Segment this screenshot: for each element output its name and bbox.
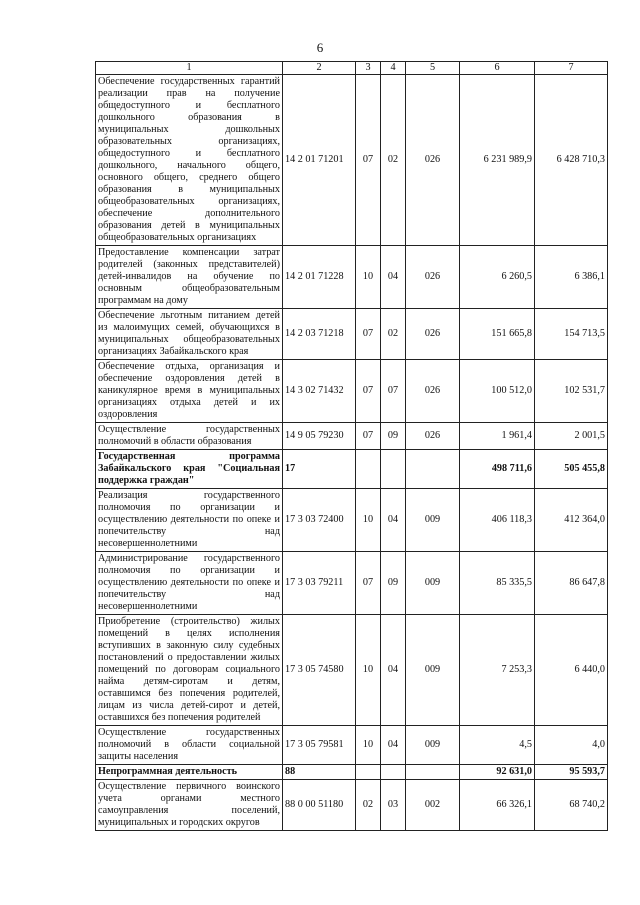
table-row [96,309,608,360]
table-row [96,246,608,309]
row-col4-cell: 09 [381,423,406,450]
row-col3-cell: 02 [356,780,381,831]
row-name-cell: Приобретение (строительство) жилых помещений в целях исполнения вступивших в законную силу судебных постановлений о предоставлении жилых помещений по договорам социального найма детям-сиротам и детям, оставшимся без попечения родителей, лицам из числа детей-сирот и детей, оставшихся без попечения родителей [96,615,283,726]
row-col3-cell [356,450,381,489]
row-code-cell: 17 [283,450,356,489]
row-code-cell: 88 0 00 51180 [283,780,356,831]
row-name-cell: Непрограммная деятельность [96,765,283,780]
row-name-cell: Обеспечение льготным питанием детей из малоимущих семей, обучающихся в муниципальных общеобразовательных организациях Забайкальского края [96,309,283,360]
table-row [96,726,608,765]
row-value6-cell: 6 231 989,9 [460,75,535,246]
table-row [96,423,608,450]
row-col5-cell [406,765,460,780]
header-cell-3: 3 [356,62,381,75]
table-row [96,615,608,726]
row-code-cell: 17 3 03 79211 [283,552,356,615]
row-value7-cell: 154 713,5 [535,309,608,360]
row-value6-cell: 151 665,8 [460,309,535,360]
row-code-cell: 14 2 01 71228 [283,246,356,309]
row-name-cell: Предоставление компенсации затрат родителей (законных представителей) детей-инвалидов на обучение по основным общеобразовательным программам на дому [96,246,283,309]
row-value7-cell: 102 531,7 [535,360,608,423]
budget-table [95,61,608,831]
row-code-cell: 14 2 03 71218 [283,309,356,360]
row-col4-cell: 02 [381,75,406,246]
row-col5-cell: 009 [406,726,460,765]
row-value6-cell: 66 326,1 [460,780,535,831]
row-col3-cell: 07 [356,75,381,246]
row-col3-cell [356,765,381,780]
row-col3-cell: 07 [356,423,381,450]
row-value7-cell: 86 647,8 [535,552,608,615]
row-code-cell: 17 3 03 72400 [283,489,356,552]
row-value6-cell: 498 711,6 [460,450,535,489]
row-value6-cell: 4,5 [460,726,535,765]
header-cell-7: 7 [535,62,608,75]
row-value7-cell: 505 455,8 [535,450,608,489]
row-col5-cell: 009 [406,489,460,552]
row-col3-cell: 10 [356,246,381,309]
row-col5-cell: 026 [406,423,460,450]
row-col5-cell: 026 [406,309,460,360]
row-col5-cell: 026 [406,246,460,309]
row-value6-cell: 6 260,5 [460,246,535,309]
row-value6-cell: 85 335,5 [460,552,535,615]
header-cell-4: 4 [381,62,406,75]
row-value7-cell: 95 593,7 [535,765,608,780]
row-col3-cell: 07 [356,552,381,615]
row-name-cell: Государственная программа Забайкальского края "Социальная поддержка граждан" [96,450,283,489]
table-row [96,75,608,246]
row-col3-cell: 10 [356,615,381,726]
row-col3-cell: 10 [356,726,381,765]
row-col5-cell: 026 [406,75,460,246]
row-name-cell: Обеспечение отдыха, организация и обеспечение оздоровления детей в каникулярное время в муниципальных организациях отдыха детей и их оздоровления [96,360,283,423]
row-col5-cell: 009 [406,615,460,726]
row-value7-cell: 2 001,5 [535,423,608,450]
row-col5-cell: 026 [406,360,460,423]
row-code-cell: 14 3 02 71432 [283,360,356,423]
row-col4-cell: 04 [381,726,406,765]
row-name-cell: Осуществление государственных полномочий в области образования [96,423,283,450]
row-col4-cell: 04 [381,489,406,552]
row-value7-cell: 412 364,0 [535,489,608,552]
page-number: 6 [316,40,324,55]
row-code-cell: 88 [283,765,356,780]
row-value6-cell: 92 631,0 [460,765,535,780]
row-col3-cell: 07 [356,360,381,423]
table-row [96,450,608,489]
row-col4-cell: 04 [381,246,406,309]
row-col4-cell: 04 [381,615,406,726]
row-name-cell: Осуществление государственных полномочий в области социальной защиты населения [96,726,283,765]
header-cell-1: 1 [96,62,283,75]
table-header-row [96,62,608,75]
row-col5-cell: 002 [406,780,460,831]
row-col4-cell [381,765,406,780]
row-code-cell: 17 3 05 79581 [283,726,356,765]
table-row [96,552,608,615]
row-col4-cell: 07 [381,360,406,423]
row-code-cell: 14 9 05 79230 [283,423,356,450]
row-name-cell: Реализация государственного полномочия по организации и осуществлению деятельности по опеке и попечительству над несовершеннолетними [96,489,283,552]
row-value7-cell: 68 740,2 [535,780,608,831]
header-cell-5: 5 [406,62,460,75]
row-value7-cell: 4,0 [535,726,608,765]
row-name-cell: Осуществление первичного воинского учета органами местного самоуправления поселений, муниципальных и городских округов [96,780,283,831]
table-row [96,765,608,780]
row-value6-cell: 1 961,4 [460,423,535,450]
row-value6-cell: 100 512,0 [460,360,535,423]
row-col5-cell: 009 [406,552,460,615]
row-col4-cell: 02 [381,309,406,360]
row-value6-cell: 406 118,3 [460,489,535,552]
header-cell-2: 2 [283,62,356,75]
header-cell-6: 6 [460,62,535,75]
row-col3-cell: 07 [356,309,381,360]
row-name-cell: Администрирование государственного полномочия по организации и осуществлению деятельности по опеке и попечительству над несовершеннолетними [96,552,283,615]
table-row [96,489,608,552]
row-col4-cell [381,450,406,489]
row-col4-cell: 09 [381,552,406,615]
row-value7-cell: 6 386,1 [535,246,608,309]
row-code-cell: 14 2 01 71201 [283,75,356,246]
row-name-cell: Обеспечение государственных гарантий реализации прав на получение общедоступного и бесплатного дошкольного образования в муниципальных дошкольных образовательных организациях, общедоступного и бесплатного дошкольного, начального общего, основного общего, среднего общего образования в муниципальных общеобразовательных организациях, обеспечение дополнительного образования детей в муниципальных общеобразовательных организациях [96,75,283,246]
row-value6-cell: 7 253,3 [460,615,535,726]
row-col3-cell: 10 [356,489,381,552]
table-row [96,780,608,831]
row-col4-cell: 03 [381,780,406,831]
row-value7-cell: 6 440,0 [535,615,608,726]
row-value7-cell: 6 428 710,3 [535,75,608,246]
row-code-cell: 17 3 05 74580 [283,615,356,726]
table-row [96,360,608,423]
row-col5-cell [406,450,460,489]
